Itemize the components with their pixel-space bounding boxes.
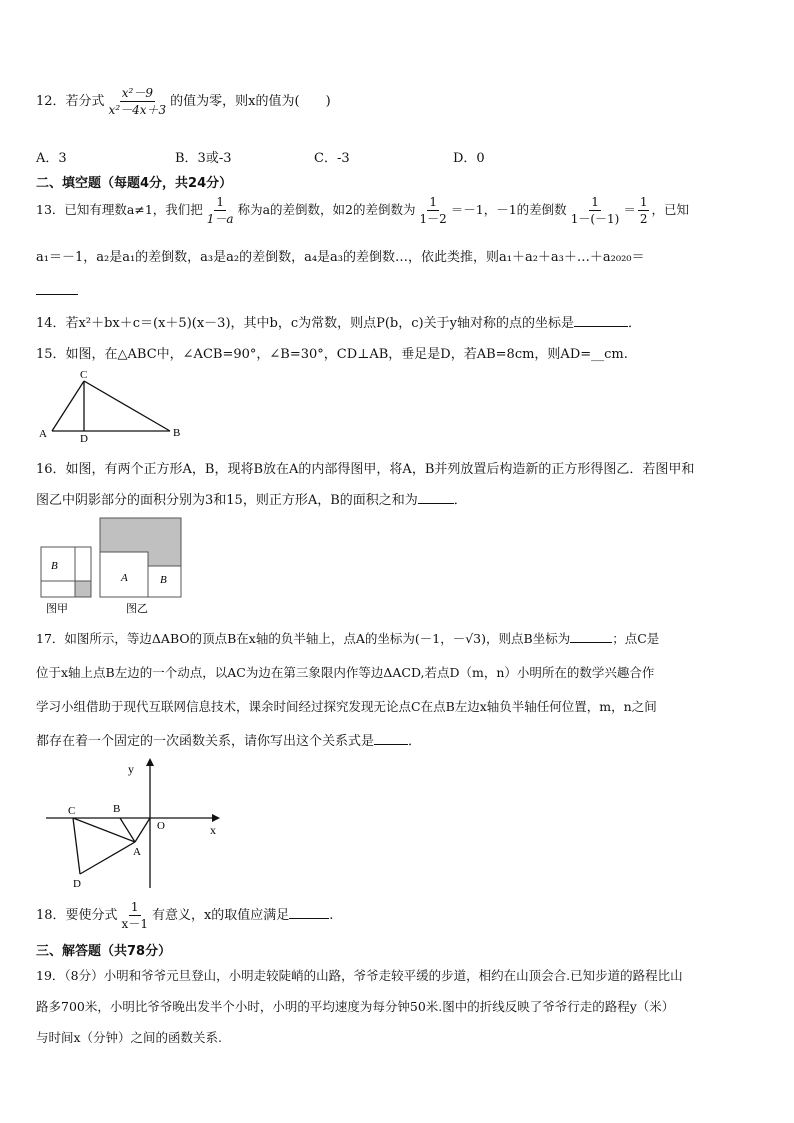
q17-axis-y-label: y bbox=[128, 762, 134, 776]
section-2-title: 二、填空题（每题4分，共24分） bbox=[36, 176, 233, 191]
q19-line-3: 与时间x（分钟）之间的函数关系. bbox=[36, 1030, 223, 1045]
q15-label-c: C bbox=[80, 369, 88, 381]
q19-line-1: 19．（8分）小明和爷爷元旦登山，小明走较陡峭的山路，爷爷走较平缓的步道，相约在山顶会合.已知步道的路程比山 bbox=[36, 968, 683, 983]
q13-f1-den: 1－a bbox=[206, 212, 234, 226]
q16-line-1: 16．如图，有两个正方形A，B，现将B放在A的内部得图甲，将A，B并列放置后构造新的正方形得图乙．若图甲和 bbox=[36, 462, 695, 477]
q16-fig-jia-caption: 图甲 bbox=[46, 603, 68, 615]
q17-segment-ao bbox=[135, 818, 150, 842]
q12-prefix: 12．若分式 bbox=[36, 94, 105, 109]
q18-end: . bbox=[329, 908, 334, 923]
q13-part-2: 称为a的差倒数，如2的差倒数为 bbox=[237, 202, 416, 217]
q17-segment-da bbox=[80, 842, 135, 874]
q15-triangle-figure bbox=[32, 366, 190, 444]
q17-coordinate-figure bbox=[40, 754, 230, 892]
q14-stem bbox=[36, 312, 641, 331]
q17-x-arrow-icon bbox=[212, 814, 220, 822]
q13-part-4: ＝ bbox=[623, 202, 636, 217]
q12-option-d: D．0 bbox=[453, 151, 485, 166]
q17-axis-x-label: x bbox=[210, 823, 216, 837]
q17-line-4-text: 都存在着一个固定的一次函数关系，请你写出这个关系式是 bbox=[36, 734, 375, 749]
q17-y-arrow-icon bbox=[146, 758, 154, 766]
q12-numerator: x²－9 bbox=[121, 86, 153, 100]
q16-fig-yi-caption: 图乙 bbox=[126, 603, 148, 615]
q14-end: ． bbox=[627, 316, 641, 331]
q15-side-cb bbox=[84, 381, 170, 431]
q18-numerator: 1 bbox=[130, 900, 139, 914]
q17-end: ． bbox=[408, 734, 422, 749]
q17-label-a: A bbox=[133, 846, 141, 858]
q16-end: ． bbox=[453, 493, 467, 508]
q12-option-c: C．-3 bbox=[314, 151, 350, 166]
q13-f3-num: 1 bbox=[591, 195, 599, 209]
q17-line-1a: 17．如图所示，等边ΔABO的顶点B在x轴的负半轴上，点A的坐标为(－1，－√3)，则点B坐标为 bbox=[36, 631, 571, 646]
q18-prefix: 18．要使分式 bbox=[36, 908, 118, 923]
q13-part-5: ，已知 bbox=[651, 202, 689, 217]
section-3-title: 三、解答题（共78分） bbox=[36, 944, 172, 959]
q12-option-b: B．3或-3 bbox=[175, 151, 232, 166]
q16-jia-shaded bbox=[75, 581, 91, 597]
q13-answer-blank[interactable] bbox=[36, 284, 78, 295]
q13-f2-den: 1－2 bbox=[419, 212, 447, 226]
q12-denominator: x²－4x＋3 bbox=[108, 103, 167, 117]
q16-line-2-text: 图乙中阴影部分的面积分别为3和15，则正方形A，B的面积之和为 bbox=[36, 493, 418, 508]
q13-f4-num: 1 bbox=[639, 195, 648, 209]
q13-f2-num: 1 bbox=[429, 195, 437, 209]
q15-side-ac bbox=[52, 381, 84, 431]
q12-fraction bbox=[107, 86, 169, 117]
q17-label-d: D bbox=[73, 878, 81, 890]
q12-option-a: A．3 bbox=[36, 151, 67, 166]
q17-segment-ca bbox=[73, 818, 135, 842]
q17-line-1 bbox=[36, 629, 659, 647]
q15-label-a: A bbox=[39, 428, 47, 440]
q12-stem bbox=[36, 86, 331, 117]
q13-part-3: ＝－1，－1的差倒数 bbox=[450, 202, 567, 217]
q13-fraction-3 bbox=[569, 195, 622, 226]
q14-text: 14．若x²＋bx＋c＝(x＋5)(x－3)，其中b，c为常数，则点P(b，c)关于y轴对称的点的坐标是 bbox=[36, 316, 574, 331]
q16-jia-label-b: B bbox=[51, 560, 58, 572]
q18-suffix: 有意义，x的取值应满足 bbox=[151, 908, 290, 923]
q16-jia-square-b bbox=[41, 547, 75, 581]
q17-origin-label: O bbox=[157, 820, 165, 832]
q13-part-1: 13．已知有理数a≠1，我们把 bbox=[36, 202, 203, 217]
q13-fraction-2 bbox=[418, 195, 449, 226]
q13-fraction-4 bbox=[638, 195, 650, 226]
q17-label-b: B bbox=[113, 803, 121, 815]
q17-line-1b: ；点C是 bbox=[612, 631, 660, 646]
q13-line-1 bbox=[36, 195, 689, 226]
q18-fraction bbox=[120, 900, 150, 931]
q13-fraction-1 bbox=[205, 195, 236, 226]
q17-answer-blank-2[interactable] bbox=[374, 732, 408, 745]
q13-f3-den: 1－(－1) bbox=[570, 212, 620, 226]
q16-yi-label-a: A bbox=[121, 572, 128, 584]
q13-line-2: a₁＝－1，a₂是a₁的差倒数，a₃是a₂的差倒数，a₄是a₃的差倒数…，依此类推，则a₁＋a₂＋a₃＋…＋a₂₀₂₀＝ bbox=[36, 250, 645, 265]
q15-label-b: B bbox=[173, 427, 181, 439]
q12-suffix: 的值为零，则x的值为( ) bbox=[170, 94, 331, 109]
q16-yi-label-b: B bbox=[160, 574, 167, 586]
q17-line-4 bbox=[36, 730, 421, 749]
q17-answer-blank-1[interactable] bbox=[570, 630, 612, 643]
q16-line-2 bbox=[36, 489, 467, 508]
q15-label-d: D bbox=[80, 433, 88, 444]
q16-answer-blank[interactable] bbox=[418, 491, 454, 504]
q17-line-3: 学习小组借助于现代互联网信息技术，课余时间经过探究发现无论点C在点B左边x轴负半轴任何位置，m，n之间 bbox=[36, 699, 657, 714]
q13-f4-den: 2 bbox=[639, 212, 648, 226]
q15-stem: 15．如图，在△ABC中，∠ACB=90°，∠B=30°，CD⊥AB，垂足是D，若AB=8cm，则AD=__cm. bbox=[36, 347, 628, 362]
q17-line-2: 位于x轴上点B左边的一个动点，以AC为边在第三象限内作等边ΔACD,若点D（m，n）小明所在的数学兴趣合作 bbox=[36, 665, 655, 680]
q13-f1-num: 1 bbox=[216, 195, 225, 209]
q16-squares-figure bbox=[38, 515, 188, 617]
q18-denominator: x－1 bbox=[121, 917, 148, 931]
q17-label-c: C bbox=[68, 805, 76, 817]
q18-stem bbox=[36, 900, 333, 931]
q18-answer-blank[interactable] bbox=[289, 906, 329, 919]
q19-line-2: 路多700米，小明比爷爷晚出发半个小时，小明的平均速度为每分钟50米.图中的折线反映了爷爷行走的路程y（米） bbox=[36, 999, 675, 1014]
q17-segment-cd bbox=[73, 818, 80, 874]
q14-answer-blank[interactable] bbox=[574, 314, 628, 327]
